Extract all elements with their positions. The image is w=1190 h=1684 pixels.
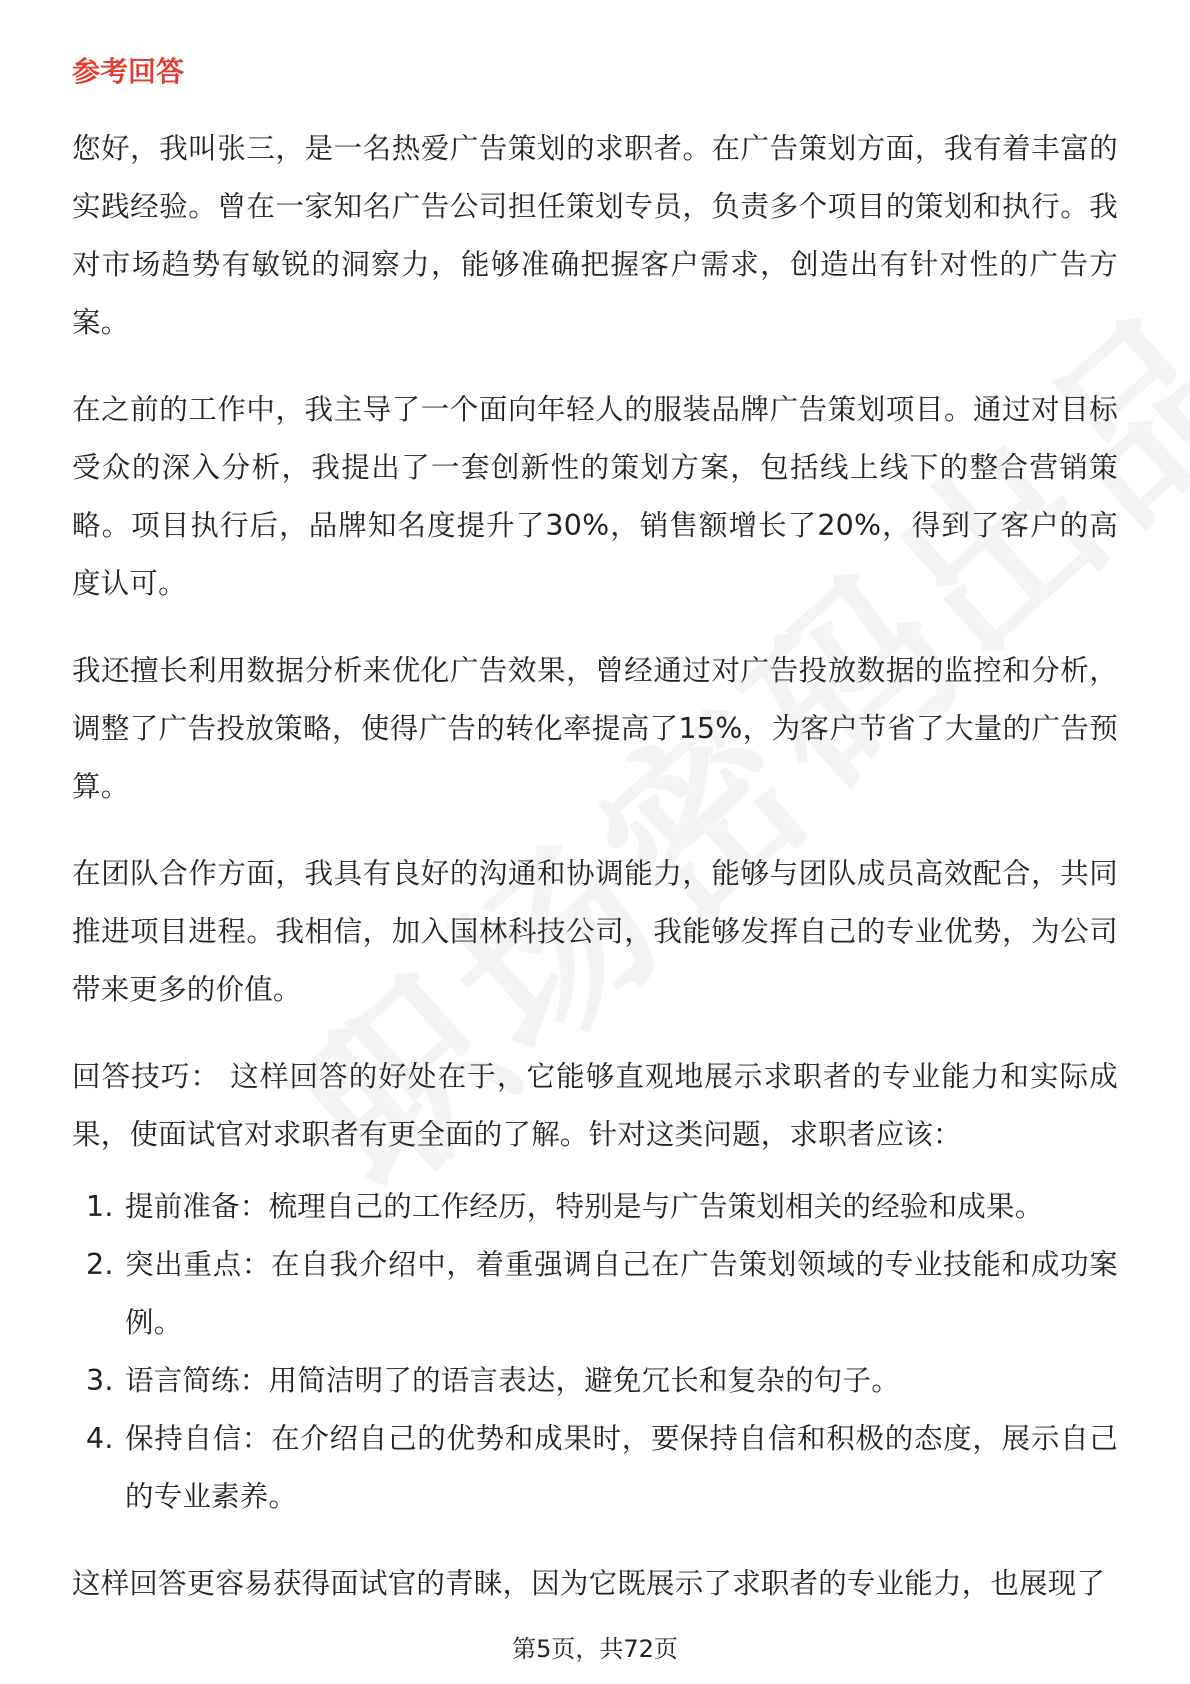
list-text: 语言简练：用简洁明了的语言表达，避免冗长和复杂的句子。	[125, 1364, 900, 1397]
paragraph-project: 在之前的工作中，我主导了一个面向年轻人的服装品牌广告策划项目。通过对目标受众的深入分析，我提出了一套创新性的策划方案，包括线上线下的整合营销策略。项目执行后，品牌知名度提升了30%，销售额增长了20%，得到了客户的高度认可。	[72, 393, 1118, 600]
list-text: 保持自信：在介绍自己的优势和成果时，要保持自信和积极的态度，展示自己的专业素养。	[125, 1422, 1118, 1513]
page-number: 第5页，共72页	[512, 1635, 678, 1663]
list-text: 突出重点：在自我介绍中，着重强调自己在广告策划领域的专业技能和成功案例。	[125, 1248, 1118, 1339]
paragraph-teamwork: 在团队合作方面，我具有良好的沟通和协调能力，能够与团队成员高效配合，共同推进项目进程。我相信，加入国林科技公司，我能够发挥自己的专业优势，为公司带来更多的价值。	[72, 857, 1118, 1006]
section-heading: 参考回答	[72, 55, 185, 88]
paragraph-intro: 您好，我叫张三，是一名热爱广告策划的求职者。在广告策划方面，我有着丰富的实践经验。曾在一家知名广告公司担任策划专员，负责多个项目的策划和执行。我对市场趋势有敏锐的洞察力，能够准确把握客户需求，创造出有针对性的广告方案。	[72, 132, 1118, 339]
list-text: 提前准备：梳理自己的工作经历，特别是与广告策划相关的经验和成果。	[125, 1190, 1044, 1223]
list-number: 1.	[86, 1190, 114, 1223]
list-item	[72, 1410, 1118, 1526]
list-number: 2.	[86, 1248, 114, 1281]
list-item	[72, 1352, 1118, 1410]
tips-intro: 回答技巧： 这样回答的好处在于，它能够直观地展示求职者的专业能力和实际成果，使面试官对求职者有更全面的了解。针对这类问题，求职者应该：	[72, 1060, 1118, 1151]
paragraph-closing: 这样回答更容易获得面试官的青睐，因为它既展示了求职者的专业能力，也展现了	[72, 1567, 1106, 1600]
list-item	[72, 1236, 1118, 1352]
document-page	[72, 48, 1118, 1642]
list-number: 3.	[86, 1364, 114, 1397]
paragraph-data-analysis: 我还擅长利用数据分析来优化广告效果，曾经通过对广告投放数据的监控和分析，调整了广告投放策略，使得广告的转化率提高了15%，为客户节省了大量的广告预算。	[72, 654, 1118, 803]
list-number: 4.	[86, 1422, 114, 1455]
list-item	[72, 1178, 1118, 1236]
tips-list	[72, 1178, 1118, 1526]
